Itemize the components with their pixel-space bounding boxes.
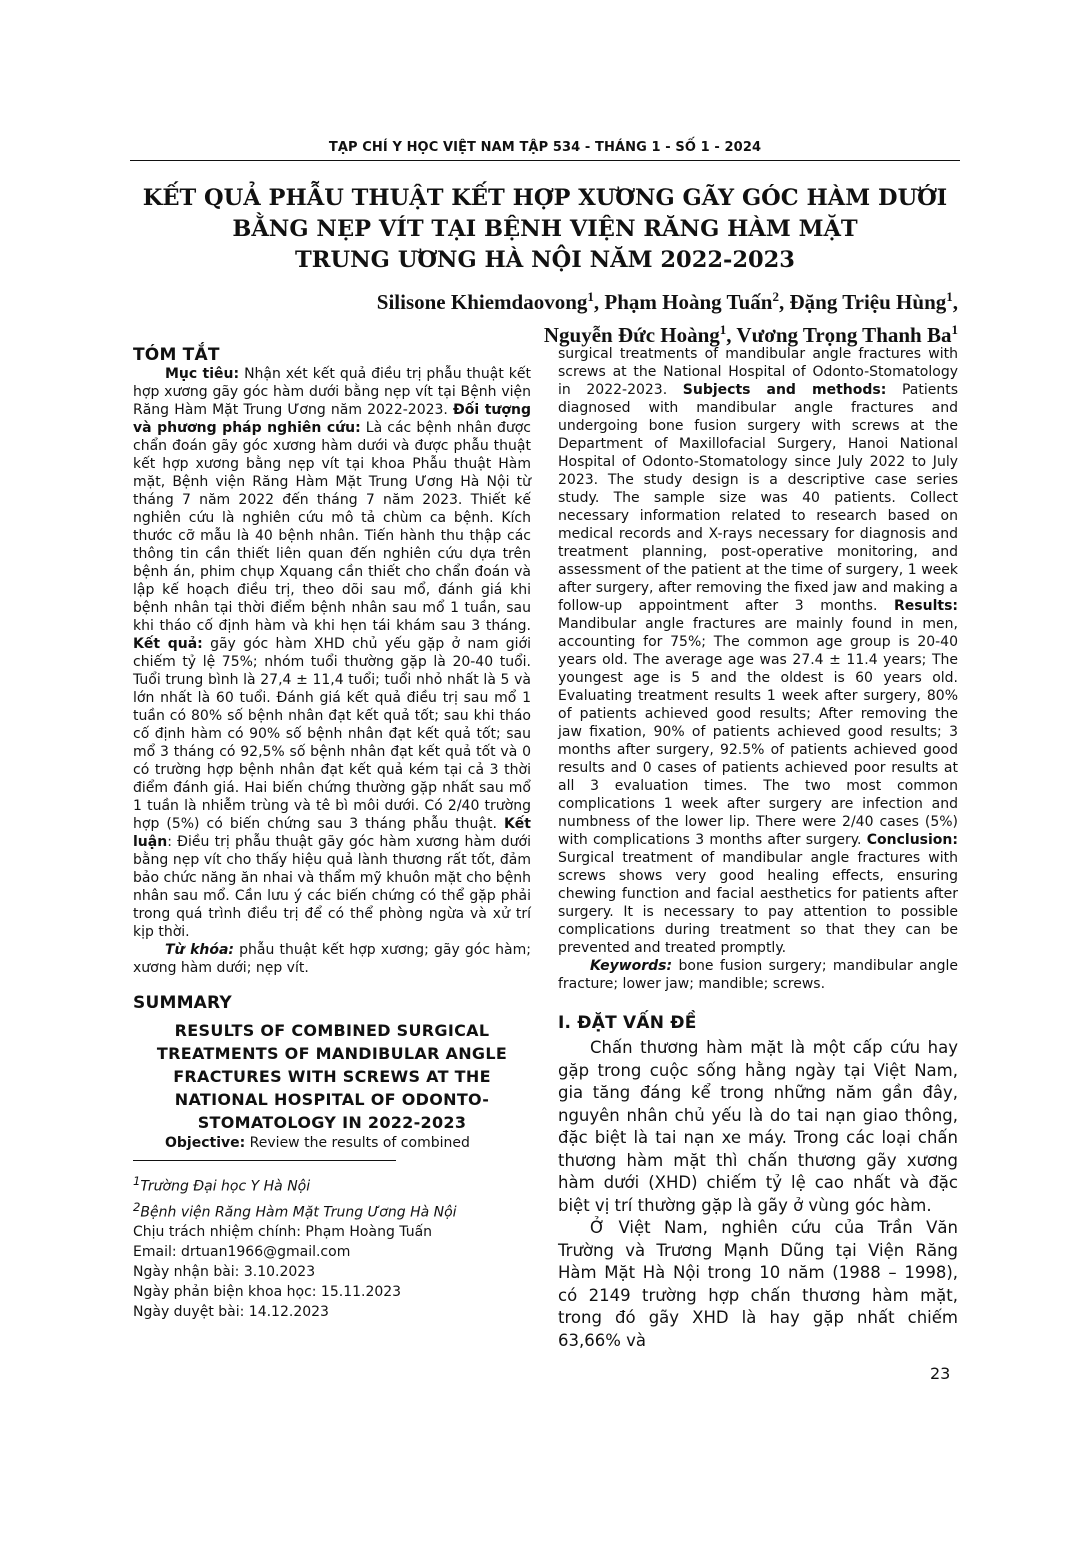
author-name: Phạm Hoàng Tuấn	[604, 290, 773, 314]
right-column	[558, 345, 958, 1352]
author-name: Vương Trọng Thanh Ba	[736, 323, 952, 347]
keywords-text: phẫu thuật kết hợp xương; gãy góc hàm; xương hàm dưới; nẹp vít.	[133, 942, 531, 976]
footnote-rule	[133, 1160, 396, 1161]
author-affiliation: 1	[587, 289, 594, 304]
author-affiliation: 1	[719, 322, 727, 337]
title-line-1: KẾT QUẢ PHẪU THUẬT KẾT HỢP XƯƠNG GÃY GÓC HÀM DƯỚI	[142, 185, 948, 211]
keywords-label: Từ khóa:	[165, 942, 235, 958]
header-rule	[130, 160, 960, 161]
author-name: Silisone Khiemdaovong	[376, 290, 588, 314]
summary-keywords-label: Keywords:	[590, 958, 673, 974]
affiliation-text: Bệnh viện Răng Hàm Mặt Trung Ương Hà Nội	[140, 1204, 457, 1221]
summary-conclusion-text: Surgical treatment of mandibular angle fractures with screws shows very good healing effects, ensuring chewing function and facial aesthetics for patients after surgery. It is necessary to pay attention to possible complications during treatment so that they can be prevented and treated promptly.	[558, 850, 958, 956]
affiliation-text: Trường Đại học Y Hà Nội	[140, 1178, 311, 1195]
author-affiliation: 2	[772, 289, 779, 304]
author-line-1: Silisone Khiemdaovong$^1$, Phạm Hoàng Tuấn$^2$, Đặng Triệu Hùng$^1$,	[376, 289, 958, 314]
reviewed-date: Ngày phản biện khoa học: 15.11.2023	[133, 1284, 402, 1301]
conclusion-label: Kết luận	[133, 816, 531, 850]
summary-methods-label: Subjects and methods:	[682, 382, 887, 398]
contact-email: Email: drtuan1966@gmail.com	[133, 1244, 351, 1261]
summary-title: RESULTS OF COMBINED SURGICAL TREATMENTS OF MANDIBULAR ANGLE FRACTURES WITH SCREWS AT THE NATIONAL HOSPITAL OF ODONTO-STOMATOLOGY IN 2022-2023	[156, 1021, 508, 1132]
abstract-heading: TÓM TẮT	[133, 345, 220, 365]
footnotes	[133, 1171, 531, 1322]
title-line-3: TRUNG ƯƠNG HÀ NỘI NĂM 2022-2023	[295, 247, 795, 273]
title-line-2: BẰNG NẸP VÍT TẠI BỆNH VIỆN RĂNG HÀM MẶT	[232, 216, 858, 242]
summary-conclusion-label: Conclusion:	[866, 832, 958, 848]
author-affiliation: 1	[946, 289, 953, 304]
summary-keywords-text: bone fusion surgery; mandibular angle fracture; lower jaw; mandible; screws.	[558, 958, 958, 992]
summary-objective-label: Objective:	[165, 1135, 246, 1151]
keywords-en	[558, 957, 958, 993]
summary-objective-continued: surgical treatments of mandibular angle fractures with screws at the National Hospital of Odonto-Stomatology in 2022-2023.	[558, 346, 958, 398]
affiliation-2	[133, 1197, 531, 1223]
responsible-author: Chịu trách nhiệm chính: Phạm Hoàng Tuấn	[133, 1224, 433, 1241]
objective-text: Nhận xét kết quả điều trị phẫu thuật kết hợp xương gãy góc hàm dưới bằng nẹp vít tại Bệnh viện Răng Hàm Mặt Trung Ương năm 2022-2023.	[133, 366, 532, 418]
methods-label: Đối tượng và phương pháp nghiên cứu:	[133, 402, 531, 436]
results-text: gãy góc hàm XHD chủ yếu gặp ở nam giới chiếm tỷ lệ 75%; nhóm tuổi thường gặp là 20-40 tuổi. Tuổi trung bình là 27,4 ± 11,4 tuổi; tuổi nhỏ nhất là 5 và lớn nhất là 60 tuổi. Đánh giá kết quả điều trị sau mổ 1 tuần có 80% số bệnh nhân đạt kết quả tốt; sau khi tháo cố định hàm có 90% số bệnh nhân đạt kết quả tốt; sau mổ 3 tháng có 92,5% số bệnh nhân đạt kết quả tốt và 0 có trường hợp bệnh nhân đạt kết quả kém tại cả 3 thời điểm đánh giá. Hai biến chứng thường gặp nhất sau mổ 1 tuần là nhiễm trùng và tê bì môi dưới. Có 2/40 trường hợp (5%) có biến chứng sau 3 tháng phẫu thuật.	[133, 636, 531, 832]
left-column	[133, 345, 531, 1322]
conclusion-text: : Điều trị phẫu thuật gãy góc hàm xương hàm dưới bằng nẹp vít cho thấy hiệu quả lành thương rất tốt, đảm bảo chức năng ăn nhai và thẩm mỹ khuôn mặt cho bệnh nhân sau mổ. Cần lưu ý các biến chứng có thể gặp phải trong quá trình điều trị để có thể phòng ngừa và xử trí kịp thời.	[133, 834, 531, 940]
article-title	[140, 183, 950, 276]
summary-results-label: Results:	[894, 598, 958, 614]
author-list	[258, 283, 958, 349]
summary-objective-text: Review the results of combined	[245, 1135, 470, 1151]
methods-text: Là các bệnh nhân được chẩn đoán gãy góc xương hàm dưới và được phẫu thuật kết hợp xương bằng nẹp vít tại khoa Phẫu thuật Hàm mặt, Bệnh viện Răng Hàm Mặt Trung Ương Hà Nội từ tháng 7 năm 2022 đến tháng 7 năm 2023. Thiết kế nghiên cứu là nghiên cứu mô tả chùm ca bệnh. Kích thước cỡ mẫu là 40 bệnh nhân. Tiến hành thu thập các thông tin cần thiết liên quan đến nghiên cứu dựa trên bệnh án, phim chụp Xquang cần thiết cho chẩn đoán và lập kế hoạch điều trị, theo dõi sau mổ, đánh giá khi bệnh nhân tại thời điểm bệnh nhân sau mổ 1 tuần, sau khi tháo cố định hàm và khi hẹn tái khám sau 3 tháng.	[133, 420, 532, 634]
page-number: 23	[930, 1364, 951, 1383]
author-name: Đặng Triệu Hùng	[789, 290, 947, 314]
author-name: Nguyễn Đức Hoàng	[543, 323, 720, 347]
summary-objective-start	[133, 1134, 531, 1152]
keywords-vi	[133, 941, 531, 977]
author-affiliation: 1	[951, 322, 958, 337]
affiliation-number: 2	[133, 1199, 141, 1214]
introduction-heading: I. ĐẶT VẤN ĐỀ	[558, 1013, 697, 1033]
affiliation-1	[133, 1171, 531, 1197]
results-label: Kết quả:	[133, 636, 203, 652]
introduction-paragraph-1: Chấn thương hàm mặt là một cấp cứu hay gặp trong cuộc sống hằng ngày tại Việt Nam, gia tăng đáng kể trong những năm gần đây, nguyên nhân chủ yếu là do tai nạn giao thông, đặc biệt là tai nạn xe máy. Trong các loại chấn thương hàm mặt thì chấn thương gãy xương hàm dưới (XHD) chiếm tỷ lệ cao nhất và đặc biệt vị trí thường gặp là gãy ở vùng góc hàm.	[558, 1038, 958, 1215]
journal-header: TẠP CHÍ Y HỌC VIỆT NAM TẬP 534 - THÁNG 1 - SỐ 1 - 2024	[328, 140, 762, 155]
introduction-paragraph-2: Ở Việt Nam, nghiên cứu của Trần Văn Trường và Trương Mạnh Dũng tại Viện Răng Hàm Mặt Hà Nội trong 10 năm (1988 – 1998), có 2149 trường hợp chấn thương hàm mặt, trong đó gãy XHD là hay gặp nhất chiếm 63,66% và	[558, 1218, 958, 1350]
received-date: Ngày nhận bài: 3.10.2023	[133, 1264, 316, 1281]
summary-results-text: Mandibular angle fractures are mainly found in men, accounting for 75%; The common age group is 20-40 years old. The average age was 27.4 ± 11.4 years; The youngest age is 5 and the oldest is 60 years old. Evaluating treatment results 1 week after surgery, 80% of patients achieved good results; After removing the jaw fixation, 90% of patients achieved good results; 3 months after surgery, 92.5% of patients achieved good results and 0 cases of patients achieved poor results at all 3 evaluation times. The two most common complications 1 week after surgery are infection and numbness of the lower lip. There were 2/40 cases (5%) with complications 3 months after surgery.	[558, 616, 958, 848]
approved-date: Ngày duyệt bài: 14.12.2023	[133, 1304, 329, 1321]
summary-methods-text: Patients diagnosed with mandibular angle fractures and undergoing bone fusion surgery with screws at the Department of Maxillofacial Surgery, Hanoi National Hospital of Odonto-Stomatology since July 2022 to July 2023. The study design is a descriptive case series study. The sample size was 40 patients. Collect necessary information related to research based on medical records and X-rays necessary for diagnosis and treatment planning, post-operative monitoring, and assessment of the patient at the time of surgery, 1 week after surgery, after removing the fixed jaw and making a follow-up appointment after 3 months.	[558, 382, 958, 614]
summary-heading: SUMMARY	[133, 993, 232, 1013]
author-line-2: Nguyễn Đức Hoàng$^1$, Vương Trọng Thanh Ba$^1$	[543, 322, 958, 347]
abstract-vi-body	[133, 365, 531, 941]
summary-body	[558, 345, 958, 957]
affiliation-number: 1	[133, 1174, 141, 1188]
objective-label: Mục tiêu:	[165, 366, 240, 382]
